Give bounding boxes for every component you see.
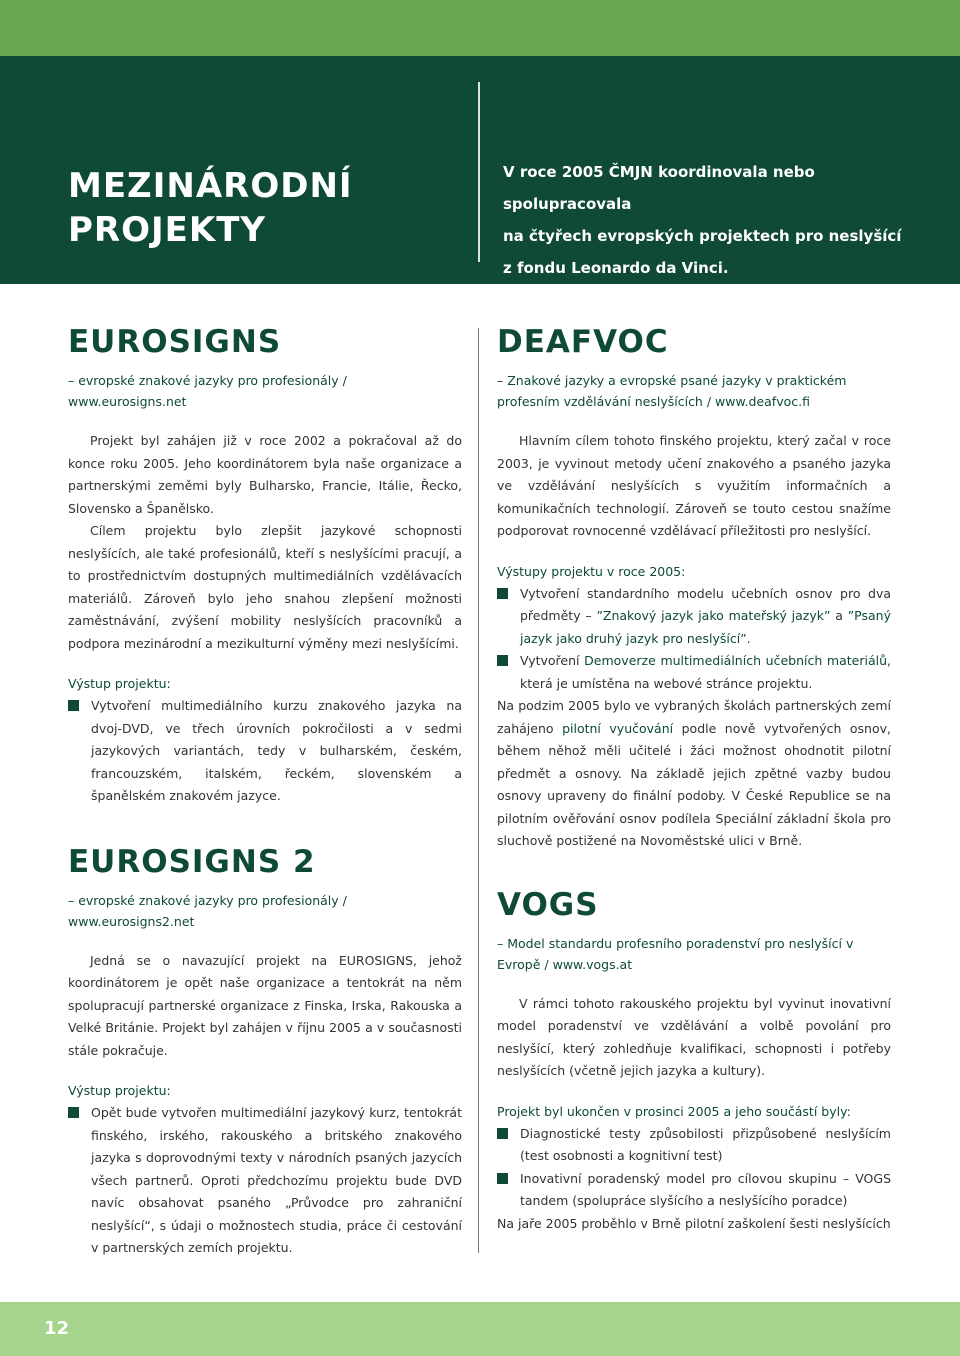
list-item xyxy=(497,650,891,695)
section-deafvoc xyxy=(497,322,891,853)
paragraph: Cílem projektu bylo zlepšit jazykové schopnosti neslyšících, ale také profesionálů, kteří s neslyšícími pracují, a to prostřednictvím dostupných multimediálních vzdělávacích materiálů. Zároveň bylo jeho snahou zlepšení možnosti zaměstnávání, zvýšení mobility neslyšících pracovníků a podpora mezinárodní a mezikulturní výměny mezi neslyšícími. xyxy=(68,523,462,651)
square-bullet-icon xyxy=(497,1128,508,1139)
list-item-text: Vytvoření standardního modelu učebních osnov pro dva předměty – xyxy=(520,585,891,623)
section-title-deafvoc: DEAFVOC xyxy=(497,324,669,360)
paragraph: V rámci tohoto rakouského projektu byl vyvinut inovativní model poradenství ve vzdělávání a volbě povolání pro neslyšící, který zohledňuje kvalifikaci, schopnosti i potřeby neslyšících (včetně jejich jazyka a kultury). xyxy=(497,995,891,1078)
square-bullet-icon xyxy=(497,588,508,599)
highlighted-term: pilotní vyučování xyxy=(562,720,674,736)
section-eurosigns2 xyxy=(68,842,462,1260)
bullet-list xyxy=(68,695,462,808)
section-subtitle-eurosigns: – evropské znakové jazyky pro profesionály / www.eurosigns.net xyxy=(68,373,347,409)
list-item xyxy=(497,1123,891,1168)
list-item-text: . xyxy=(746,630,751,646)
highlighted-subject: ”Psaný jazyk jako druhý jazyk pro neslyšící” xyxy=(520,608,891,646)
section-title-eurosigns2: EUROSIGNS 2 xyxy=(68,843,316,880)
outputs-label: Výstupy projektu v roce 2005: xyxy=(497,563,686,579)
header-intro-text: V roce 2005 ČMJN koordinovala nebo spolupracovala na čtyřech evropských projektech pro neslyšící z fondu Leonardo da Vinci. xyxy=(503,163,902,277)
right-column xyxy=(497,322,891,1235)
page-number: 12 xyxy=(44,1318,70,1339)
footer-bar xyxy=(0,1302,960,1356)
square-bullet-icon xyxy=(497,1173,508,1184)
list-item xyxy=(68,695,462,808)
paragraph-text: Na podzim 2005 bylo ve vybraných školách partnerských zemí zahájeno xyxy=(497,698,891,736)
section-subtitle-vogs: – Model standardu profesního poradenství pro neslyšící v Evropě / www.vogs.at xyxy=(497,935,854,972)
list-item xyxy=(68,1102,462,1260)
list-item xyxy=(497,1168,891,1213)
bullet-list xyxy=(497,583,891,696)
list-item-text: Opět bude vytvořen multimediální jazykový kurz, tentokrát finského, irského, rakouského a britského znakového jazyka s doprovodnými texty v národních psaných jazycích všech partnerů. Oproti předchozímu projektu bude DVD navíc obsahovat psaného „Průvodce pro zahraniční neslyšící“, s údaji o možnostech studia, práce či cestování v partnerských zemích projektu. xyxy=(91,1105,462,1255)
section-title-vogs: VOGS xyxy=(497,886,599,923)
closing-line: Na jaře 2005 proběhlo v Brně pilotní zaškolení šesti neslyšících xyxy=(497,1215,891,1231)
bullet-list xyxy=(497,1123,891,1213)
square-bullet-icon xyxy=(497,655,508,666)
bullet-list xyxy=(68,1102,462,1260)
top-accent-bar xyxy=(0,0,960,56)
page-title: MEZINÁRODNÍ PROJEKTY xyxy=(68,166,353,250)
list-item-text: Vytvoření multimediálního kurzu znakového jazyka na dvoj-DVD, ve třech úrovních pokročilosti a v sedmi jazykových variantách, tedy v bulharském, českém, francouzském, italském, řeckém, slovenském a španělském znakovém jazyce. xyxy=(91,698,462,803)
column-divider xyxy=(478,328,479,1253)
section-subtitle-eurosigns2: – evropské znakové jazyky pro profesionály / www.eurosigns2.net xyxy=(68,892,347,929)
square-bullet-icon xyxy=(68,1107,79,1118)
list-item-text: Vytvoření xyxy=(520,653,585,668)
list-item-text: Diagnostické testy způsobilosti přizpůsobené neslyšícím (test osobnosti a kognitivní test) xyxy=(520,1125,891,1163)
list-item xyxy=(497,583,891,651)
list-item-text: Inovativní poradenský model pro cílovou skupinu – VOGS tandem (spolupráce slyšícího a neslyšícího poradce) xyxy=(520,1170,891,1208)
paragraph-text: podle nově vytvořených osnov, během něhož měli učitelé i žáci možnost ohodnotit pilotní předmět a osnovy. Na základě jejich zpětné vazby budou osnovy upraveny do finální podoby. V České Republice se na pilotním ověřování osnov podílela Speciální základní škola pro sluchově postižené na Novoměstské ulici v Brně. xyxy=(497,720,891,848)
list-item-text: , která je umístěna na webové stránce projektu. xyxy=(520,653,891,691)
square-bullet-icon xyxy=(68,700,79,711)
paragraph: Projekt byl zahájen již v roce 2002 a pokračoval až do konce roku 2005. Jeho koordinátorem byla naše organizace a partnerskými zeměmi byly Bulharsko, Francie, Itálie, Řecko, Slovensko a Španělsko. xyxy=(68,433,462,516)
output-label: Výstup projektu: xyxy=(68,1083,171,1098)
paragraph xyxy=(497,695,891,853)
left-column xyxy=(68,322,462,1260)
section-title-eurosigns: EUROSIGNS xyxy=(68,324,282,360)
list-item-text: a xyxy=(830,608,848,623)
section-subtitle-deafvoc: – Znakové jazyky a evropské psané jazyky v praktickém profesním vzdělávání neslyšících / www.deafvoc.fi xyxy=(497,373,847,409)
section-vogs xyxy=(497,885,891,1236)
parts-label: Projekt byl ukončen v prosinci 2005 a jeho součástí byly: xyxy=(497,1103,851,1119)
paragraph: Jedná se o navazující projekt na EUROSIGNS, jehož koordinátorem je opět naše organizace a tentokrát na něm spolupracují partnerské organizace z Finska, Irska, Rakouska a Velké Británie. Projekt byl zahájen v říjnu 2005 a v současnosti stále pokračuje. xyxy=(68,952,462,1058)
page-header xyxy=(0,56,960,284)
highlighted-term: Demoverze multimediálních učebních materiálů xyxy=(584,653,888,668)
section-eurosigns xyxy=(68,322,462,808)
output-label: Výstup projektu: xyxy=(68,676,171,691)
header-divider xyxy=(478,82,480,262)
paragraph: Hlavním cílem tohoto finského projektu, který začal v roce 2003, je vyvinout metody učení znakového a psaného jazyka ve vzdělávání neslyšících s využitím informačních a komunikačních technologií. Zároveň se touto cestou snažíme podporovat rovnocenné vzdělávací příležitosti pro neslyšící. xyxy=(497,433,891,538)
highlighted-subject: ”Znakový jazyk jako mateřský jazyk” xyxy=(596,608,831,623)
